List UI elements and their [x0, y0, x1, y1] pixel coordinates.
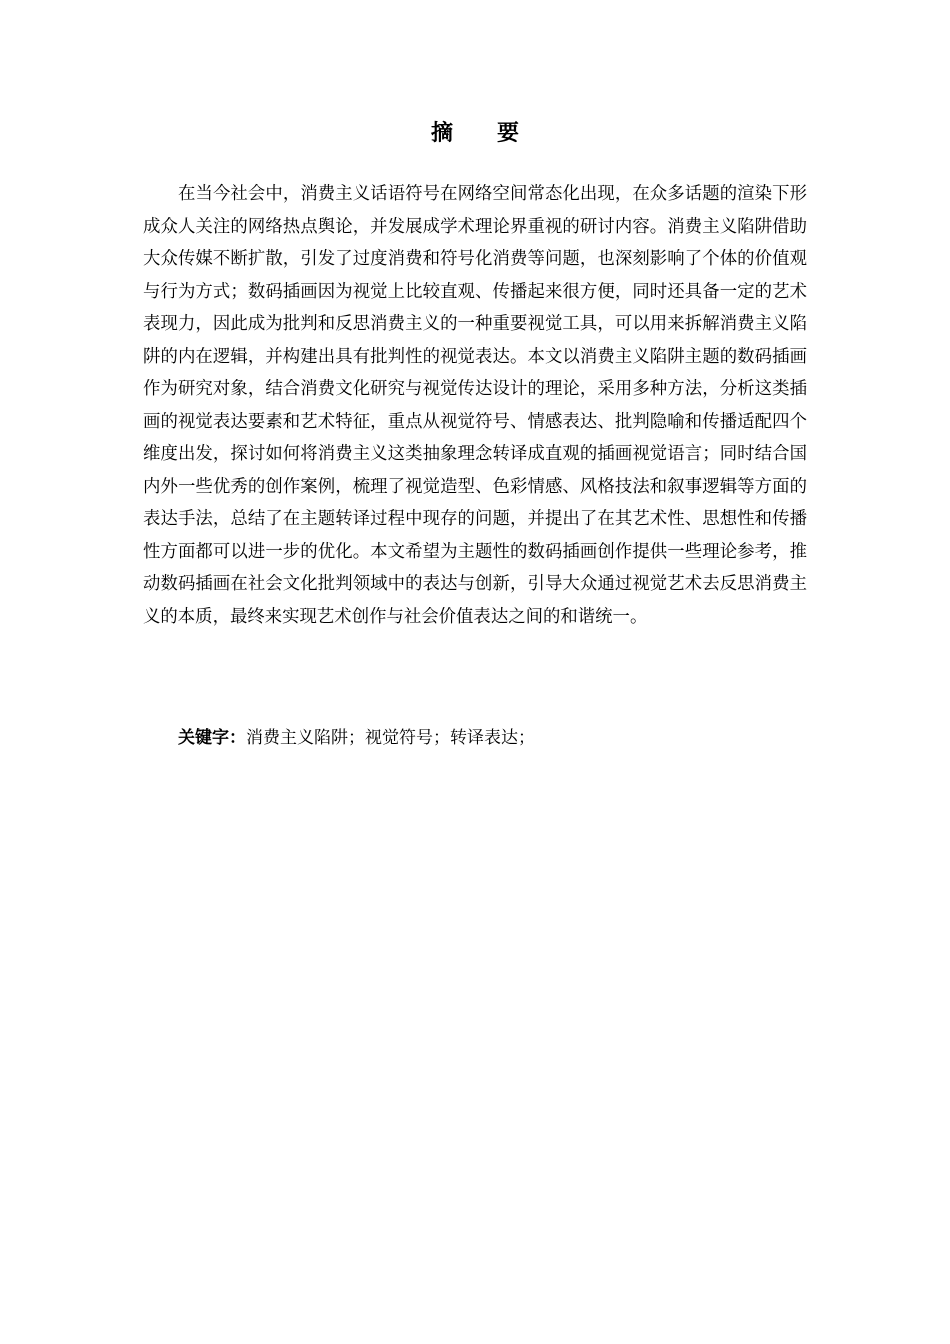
- keywords-line: [178, 724, 798, 752]
- keywords-label: 关键字：: [178, 728, 246, 748]
- abstract-title: 摘要: [430, 121, 563, 146]
- abstract-body: 在当今社会中，消费主义话语符号在网络空间常态化出现，在众多话题的渲染下形成众人关注的网络热点舆论，并发展成学术理论界重视的研讨内容。消费主义陷阱借助大众传媒不断扩散，引发了过度消费和符号化消费等问题，也深刻影响了个体的价值观与行为方式；数码插画因为视觉上比较直观、传播起来很方便，同时还具备一定的艺术表现力，因此成为批判和反思消费主义的一种重要视觉工具，可以用来拆解消费主义陷阱的内在逻辑，并构建出具有批判性的视觉表达。本文以消费主义陷阱主题的数码插画作为研究对象，结合消费文化研究与视觉传达设计的理论，采用多种方法，分析这类插画的视觉表达要素和艺术特征，重点从视觉符号、情感表达、批判隐喻和传播适配四个维度出发，探讨如何将消费主义这类抽象理念转译成直观的插画视觉语言；同时结合国内外一些优秀的创作案例，梳理了视觉造型、色彩情感、风格技法和叙事逻辑等方面的表达手法，总结了在主题转译过程中现存的问题，并提出了在其艺术性、思想性和传播性方面都可以进一步的优化。本文希望为主题性的数码插画创作提供一些理论参考，推动数码插画在社会文化批判领域中的表达与创新，引导大众通过视觉艺术去反思消费主义的本质，最终来实现艺术创作与社会价值表达之间的和谐统一。: [143, 184, 807, 627]
- keywords-value: 消费主义陷阱；视觉符号；转译表达；: [246, 728, 535, 748]
